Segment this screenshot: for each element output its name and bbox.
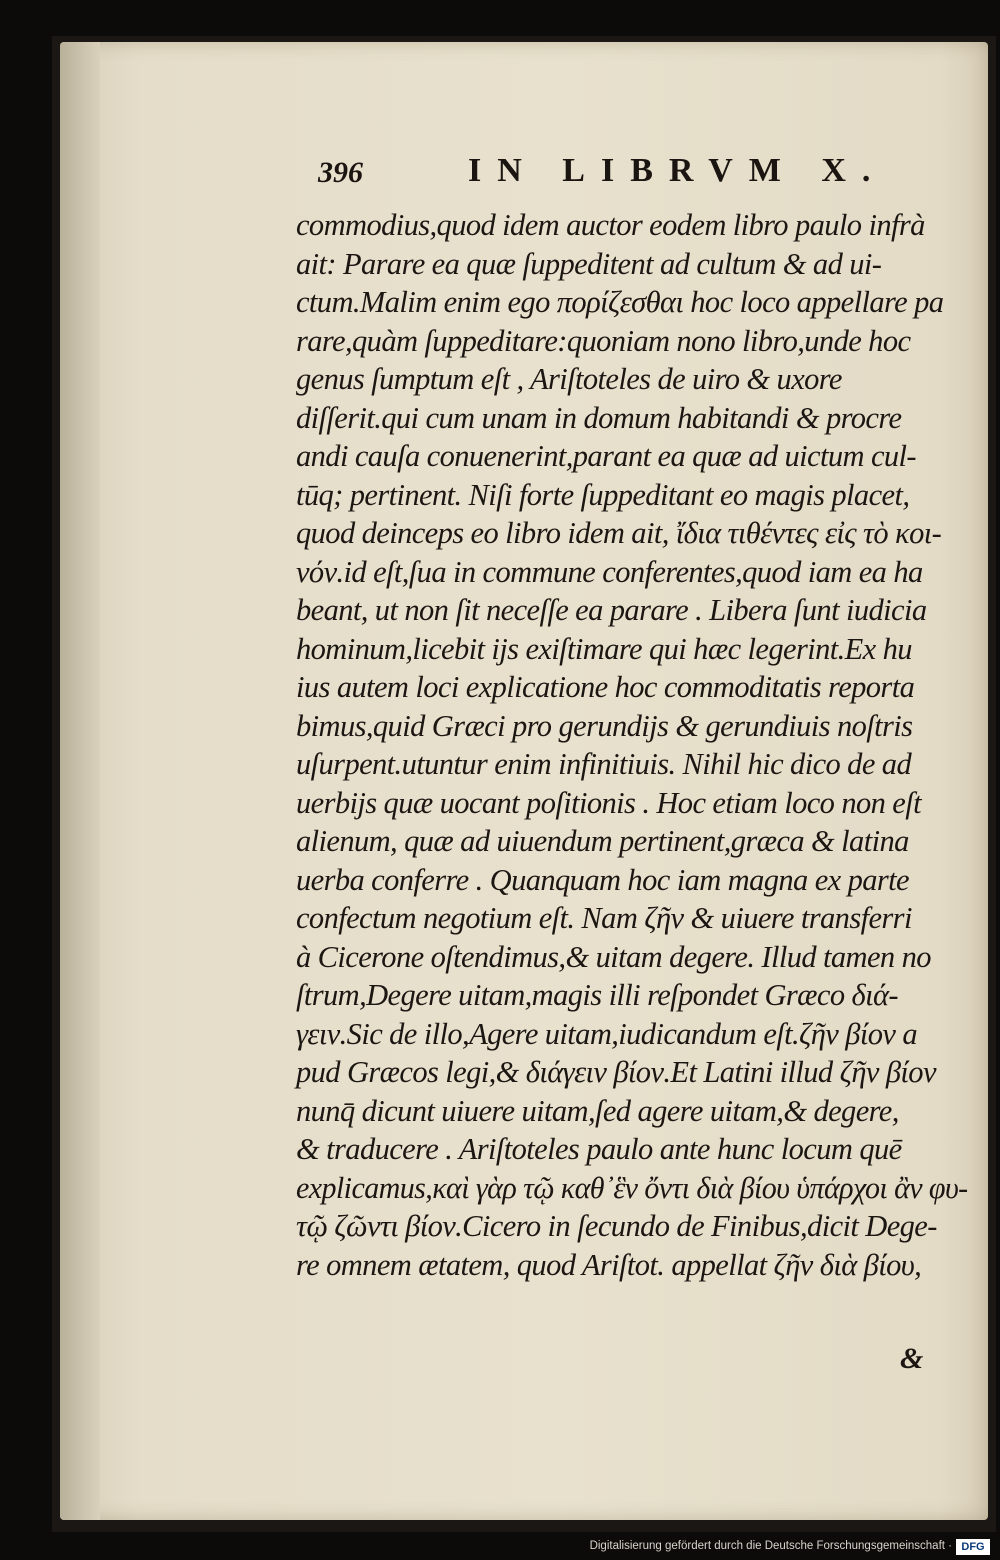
catchword: & bbox=[900, 1342, 924, 1375]
text-line: ait: Parare ea quæ ſuppeditent ad cultum & ad ui- bbox=[296, 246, 882, 281]
text-line: uerba conferre . Quanquam hoc iam magna ex parte bbox=[296, 862, 909, 897]
text-line: à Cicerone oſtendimus,& uitam degere. Illud tamen no bbox=[296, 939, 931, 974]
text-line: νόν.id eſt,ſua in commune conferentes,quod iam ea ha bbox=[296, 554, 923, 589]
text-line: genus ſumptum eſt , Ariſtoteles de uiro & uxore bbox=[296, 362, 842, 396]
text-line: explicamus,καὶ γὰρ τῷ καθ᾽ἓν ὄντι διὰ βίου ὑπάρχοι ἂν φυ- bbox=[296, 1170, 968, 1205]
text-line: quod deinceps eo libro idem ait, ἴδια τιθέντες εἰς τὸ κοι- bbox=[296, 516, 942, 550]
dfg-logo: DFG bbox=[956, 1539, 990, 1555]
text-line: beant, ut non ſit neceſſe ea parare . Libera ſunt iudicia bbox=[296, 593, 927, 627]
text-line: uerbijs quæ uocant poſitionis . Hoc etiam loco non eſt bbox=[296, 785, 921, 820]
running-title: IN LIBRVM X. bbox=[468, 152, 887, 189]
text-line: rare,quàm ſuppeditare:quoniam nono libro,unde hoc bbox=[296, 323, 911, 358]
footer-funding-note: Digitalisierung gefördert durch die Deutsche Forschungsgemeinschaft · bbox=[589, 1540, 952, 1552]
text-line: bimus,quid Græci pro gerundijs & gerundiuis noſtris bbox=[296, 708, 913, 743]
text-line: pud Græcos legi,& διάγειν βίον.Et Latini illud ζῆν βίον bbox=[296, 1055, 936, 1089]
text-line: andi cauſa conuenerint,parant ea quæ ad uictum cul- bbox=[296, 439, 916, 473]
text-line: ius autem loci explicatione hoc commoditatis reporta bbox=[296, 670, 915, 704]
text-line: τῷ ζῶντι βίον.Cicero in ſecundo de Finibus,dicit Dege- bbox=[296, 1209, 937, 1243]
text-line: ſtrum,Degere uitam,magis illi reſpondet Græco διά- bbox=[296, 978, 898, 1012]
text-line: alienum, quæ ad uiuendum pertinent,græca & latina bbox=[296, 824, 909, 858]
text-line: diſſerit.qui cum unam in domum habitandi & procre bbox=[296, 400, 902, 435]
body-text bbox=[296, 206, 968, 1284]
text-line: tūq; pertinent. Niſi forte ſuppeditant eo magis placet, bbox=[296, 477, 910, 512]
page-number: 396 bbox=[318, 156, 363, 189]
text-line: nunq̄ dicunt uiuere uitam,ſed agere uitam,& degere, bbox=[296, 1093, 899, 1128]
text-line: & traducere . Ariſtoteles paulo ante hunc locum quē bbox=[296, 1132, 902, 1166]
text-line: uſurpent.utuntur enim infinitiuis. Nihil hic dico de ad bbox=[296, 747, 912, 781]
text-line: ctum.Malim enim ego πορίζεσθαι hoc loco appellare pa bbox=[296, 285, 944, 319]
text-line: confectum negotium eſt. Nam ζῆν & uiuere transferri bbox=[296, 901, 912, 935]
text-line: hominum,licebit ijs exiſtimare qui hæc legerint.Ex hu bbox=[296, 631, 912, 666]
text-line: γειν.Sic de illo,Agere uitam,iudicandum eſt.ζῆν βίον a bbox=[296, 1016, 917, 1051]
text-line: commodius,quod idem auctor eodem libro paulo infrà bbox=[296, 208, 925, 242]
page-gutter bbox=[60, 42, 100, 1520]
digitization-footer bbox=[0, 1536, 1000, 1560]
running-head bbox=[318, 152, 887, 196]
text-line: re omnem ætatem, quod Ariſtot. appellat ζῆν διὰ βίου, bbox=[296, 1247, 922, 1282]
